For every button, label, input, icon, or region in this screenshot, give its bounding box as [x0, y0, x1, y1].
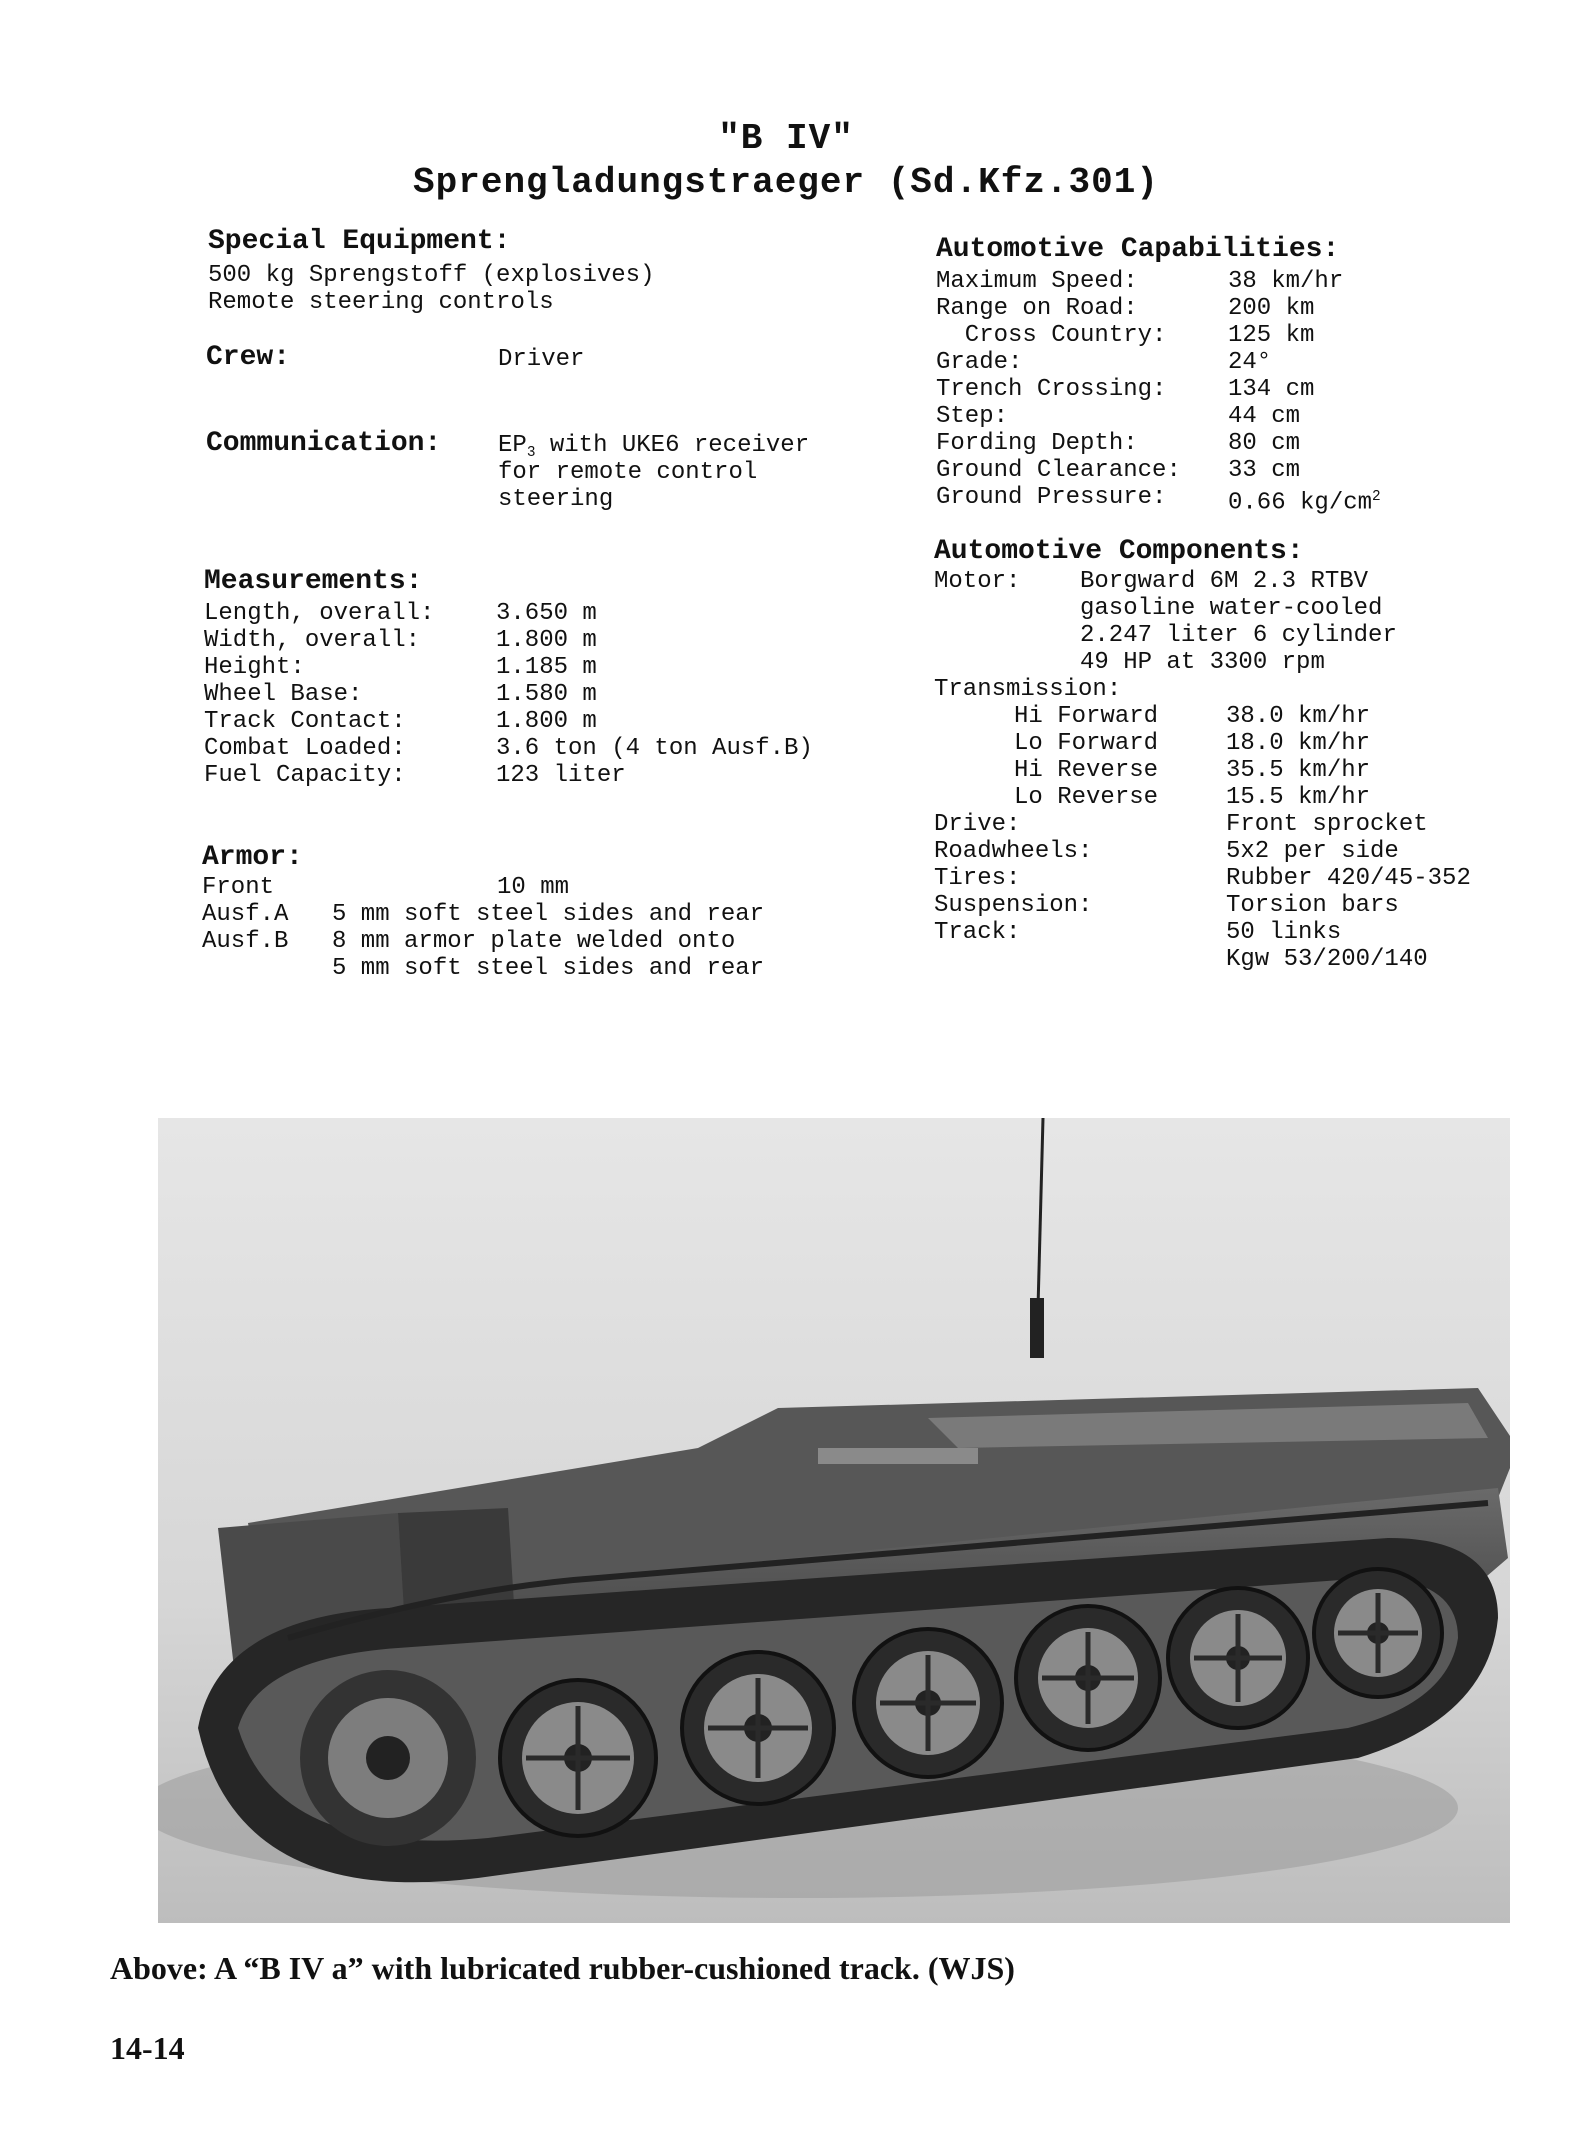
- measurement-row: [204, 762, 813, 789]
- transmission-row: [1014, 703, 1370, 730]
- communication-label: Communication:: [206, 428, 442, 459]
- component-label: Tires:: [934, 865, 1021, 892]
- measurement-row: [204, 627, 813, 654]
- measurement-value: 1.800 m: [496, 627, 597, 654]
- capability-row: [936, 268, 1381, 295]
- capability-value: 38 km/hr: [1228, 268, 1344, 295]
- measurement-label: Track Contact:: [204, 708, 406, 735]
- motor-line: Borgward 6M 2.3 RTBV: [1080, 568, 1369, 595]
- capability-value: 125 km: [1228, 322, 1315, 349]
- capability-row: [936, 457, 1381, 484]
- component-value: 5x2 per side: [1226, 838, 1399, 865]
- vehicle-photo: [158, 1118, 1510, 1923]
- page-title-line2: Sprengladungstraeger (Sd.Kfz.301): [413, 162, 1159, 203]
- capability-value: 33 cm: [1228, 457, 1301, 484]
- crew-label: Crew:: [206, 342, 291, 373]
- communication-ep-sub: 3: [526, 445, 536, 462]
- measurements-heading: Measurements:: [204, 566, 423, 597]
- capability-label: Fording Depth:: [936, 430, 1138, 457]
- page-number: 14-14: [110, 2030, 185, 2066]
- armor-label: Ausf.A: [202, 901, 289, 928]
- capability-label: Maximum Speed:: [936, 268, 1138, 295]
- transmission-label: Transmission:: [934, 676, 1122, 703]
- gear-value: 15.5 km/hr: [1226, 784, 1371, 811]
- armor-row: [202, 928, 764, 955]
- page-title-line1: "B IV": [718, 118, 854, 159]
- motor-line: 49 HP at 3300 rpm: [1080, 649, 1325, 676]
- component-value: Rubber 420/45-352: [1226, 865, 1471, 892]
- track-extra: Kgw 53/200/140: [1226, 946, 1428, 973]
- motor-label: Motor:: [934, 568, 1021, 595]
- communication-line1-rest: with UKE6 receiver: [535, 432, 810, 459]
- armor-row: [202, 955, 764, 982]
- capability-value: 134 cm: [1228, 376, 1315, 403]
- automotive-capabilities-table: [936, 268, 1381, 517]
- measurements-table: [204, 600, 813, 789]
- gear-label: Lo Forward: [1014, 730, 1159, 757]
- measurement-value: 1.800 m: [496, 708, 597, 735]
- armor-label: [202, 955, 332, 982]
- measurement-value: 1.185 m: [496, 654, 597, 681]
- armor-value: 8 mm armor plate welded onto: [332, 928, 736, 955]
- capability-label: Cross Country:: [936, 322, 1167, 349]
- crew-value: Driver: [498, 346, 585, 373]
- armor-table: [202, 874, 764, 982]
- armor-label: Front: [202, 874, 275, 901]
- component-value: 50 links: [1226, 919, 1342, 946]
- capability-label: Trench Crossing:: [936, 376, 1167, 403]
- measurement-label: Height:: [204, 654, 305, 681]
- measurement-label: Wheel Base:: [204, 681, 363, 708]
- armor-row: [202, 874, 764, 901]
- automotive-components-heading: Automotive Components:: [934, 536, 1304, 567]
- measurement-label: Combat Loaded:: [204, 735, 406, 762]
- communication-ep: EP: [498, 432, 527, 459]
- measurement-value: 123 liter: [496, 762, 626, 789]
- transmission-table: [1014, 703, 1370, 811]
- capability-row: [936, 376, 1381, 403]
- communication-line-2: for remote control: [498, 459, 758, 486]
- special-equipment-line: 500 kg Sprengstoff (explosives): [208, 262, 655, 289]
- capability-value: 44 cm: [1228, 403, 1301, 430]
- component-label: Drive:: [934, 811, 1021, 838]
- transmission-row: [1014, 730, 1370, 757]
- transmission-row: [1014, 784, 1370, 811]
- component-label: Roadwheels:: [934, 838, 1093, 865]
- armor-value: 5 mm soft steel sides and rear: [332, 955, 765, 982]
- capability-value: 80 cm: [1228, 430, 1301, 457]
- gear-value: 35.5 km/hr: [1226, 757, 1371, 784]
- capability-label: Step:: [936, 403, 1009, 430]
- armor-value: 5 mm soft steel sides and rear: [332, 901, 765, 928]
- gear-label: Hi Forward: [1014, 703, 1159, 730]
- gear-label: Lo Reverse: [1014, 784, 1159, 811]
- ground-pressure-value: [1228, 484, 1381, 517]
- tracked-vehicle-photo-icon: [158, 1118, 1510, 1923]
- ground-pressure-label: Ground Pressure:: [936, 484, 1167, 511]
- armor-heading: Armor:: [202, 842, 303, 873]
- capability-row: [936, 295, 1381, 322]
- capability-label: Range on Road:: [936, 295, 1138, 322]
- measurement-row: [204, 735, 813, 762]
- capability-row: [936, 430, 1381, 457]
- measurement-row: [204, 708, 813, 735]
- component-row: [934, 865, 1471, 892]
- photo-caption: Above: A “B IV a” with lubricated rubber-cushioned track. (WJS): [110, 1950, 1015, 1986]
- ground-pressure-sup: 2: [1372, 489, 1381, 505]
- automotive-capabilities-heading: Automotive Capabilities:: [936, 234, 1340, 265]
- motor-line: 2.247 liter 6 cylinder: [1080, 622, 1397, 649]
- ground-pressure-number: 0.66 kg/cm: [1228, 489, 1373, 517]
- transmission-row: [1014, 757, 1370, 784]
- measurement-value: 3.650 m: [496, 600, 597, 627]
- capability-value: 24°: [1228, 349, 1272, 376]
- measurement-label: Width, overall:: [204, 627, 421, 654]
- capability-row: [936, 403, 1381, 430]
- capability-row: [936, 322, 1381, 349]
- measurement-row: [204, 681, 813, 708]
- gear-label: Hi Reverse: [1014, 757, 1159, 784]
- component-label: Suspension:: [934, 892, 1093, 919]
- component-row: [934, 892, 1471, 919]
- measurement-label: Fuel Capacity:: [204, 762, 406, 789]
- component-label: Track:: [934, 919, 1021, 946]
- measurement-label: Length, overall:: [204, 600, 435, 627]
- capability-value: 200 km: [1228, 295, 1315, 322]
- motor-line: gasoline water-cooled: [1080, 595, 1383, 622]
- armor-value: 10 mm: [497, 874, 570, 901]
- component-row: [934, 946, 1471, 973]
- capability-label: Ground Clearance:: [936, 457, 1181, 484]
- measurement-value: 3.6 ton (4 ton Ausf.B): [496, 735, 813, 762]
- special-equipment-line: Remote steering controls: [208, 289, 554, 316]
- components-table: [934, 811, 1471, 973]
- capability-row: [936, 484, 1381, 517]
- communication-line-3: steering: [498, 486, 614, 513]
- component-row: [934, 919, 1471, 946]
- component-row: [934, 811, 1471, 838]
- measurement-value: 1.580 m: [496, 681, 597, 708]
- component-value: Front sprocket: [1226, 811, 1428, 838]
- capability-label: Grade:: [936, 349, 1023, 376]
- armor-row: [202, 901, 764, 928]
- gear-value: 38.0 km/hr: [1226, 703, 1371, 730]
- component-value: Torsion bars: [1226, 892, 1399, 919]
- gear-value: 18.0 km/hr: [1226, 730, 1371, 757]
- measurement-row: [204, 654, 813, 681]
- armor-label: Ausf.B: [202, 928, 289, 955]
- special-equipment-heading: Special Equipment:: [208, 226, 511, 257]
- capability-row: [936, 349, 1381, 376]
- measurement-row: [204, 600, 813, 627]
- component-row: [934, 838, 1471, 865]
